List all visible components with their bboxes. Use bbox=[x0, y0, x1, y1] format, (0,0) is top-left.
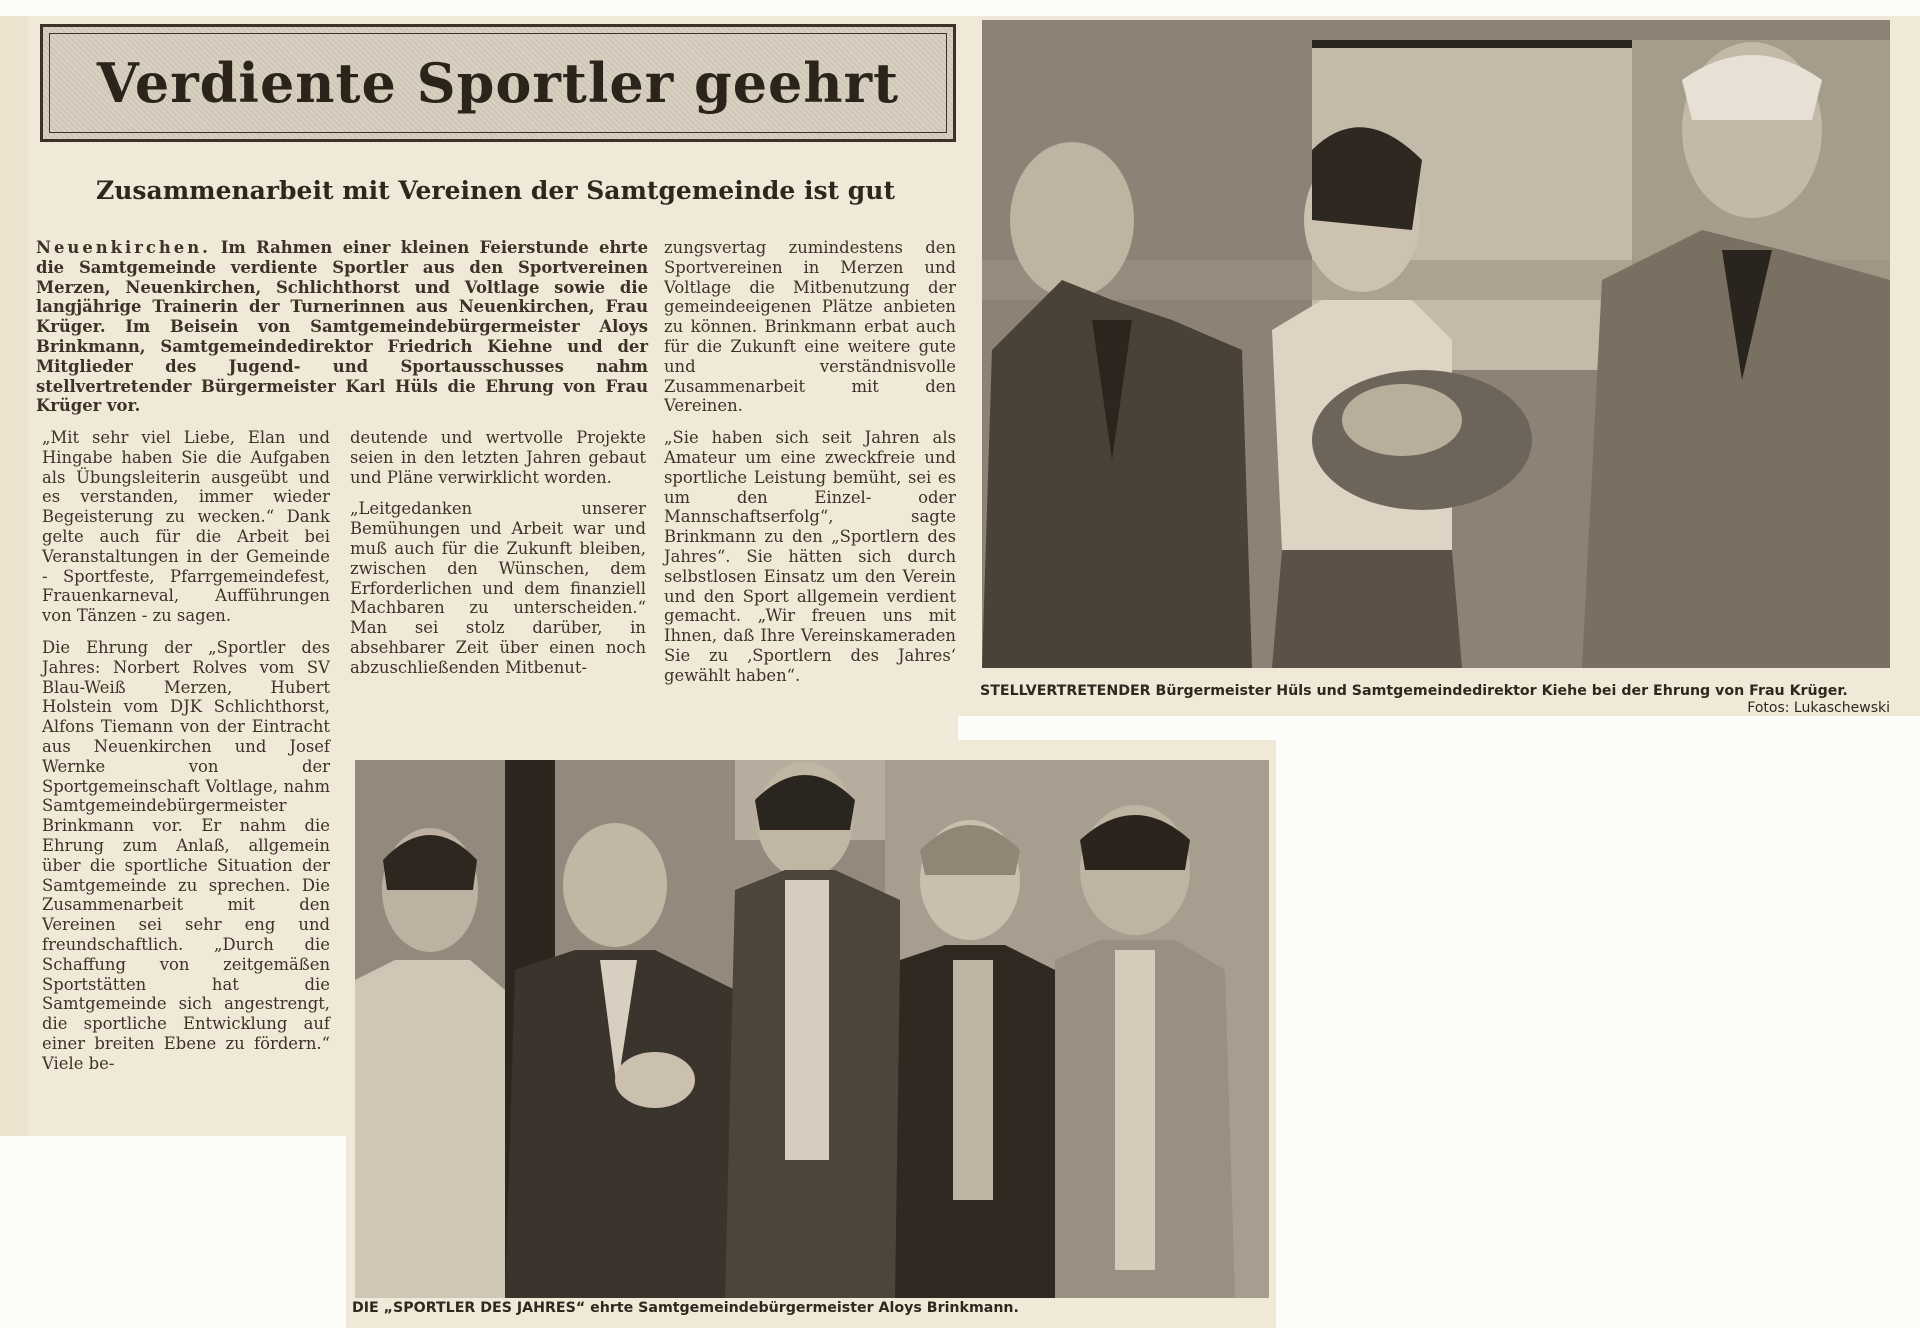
photo-award-ceremony bbox=[982, 20, 1890, 668]
photo-award-ceremony-image bbox=[982, 20, 1890, 668]
column-1-paragraph-1: „Mit sehr viel Liebe, Elan und Hingabe haben Sie die Aufgaben als Übungsleiterin ausgeübt und es verstanden, immer wieder Begeisterung zu wecken.“ Dank gelte auch für die Arbeit bei Veranstaltungen in der Gemeinde - Sportfeste, Pfarrgemeindefest, Frauenkarneval, Aufführungen von Tänzen - zu sagen. bbox=[42, 428, 330, 626]
headline-box bbox=[40, 24, 956, 142]
column-2-paragraph-1: deutende und wertvolle Projekte seien in den letzten Jahren gebaut und Pläne verwirklicht worden. bbox=[350, 428, 646, 487]
column-1-paragraph-2: Die Ehrung der „Sportler des Jahres: Norbert Rolves vom SV Blau-Weiß Merzen, Hubert Holstein vom DJK Schlichthorst, Alfons Tiemann von der Eintracht aus Neuenkirchen und Josef Wernke von der Sportgemeinschaft Voltlage, nahm Samtgemeindebürgermeister Brinkmann vor. Er nahm die Ehrung zum Anlaß, allgemein über die sportliche Situation der Samtgemeinde zu sprechen. Die Zusammenarbeit mit den Vereinen sei sehr eng und freundschaftlich. „Durch die Schaffung von zeitgemäßen Sportstätten hat die Samtgemeinde sich angestrengt, die sportliche Entwicklung auf einer breiten Ebene zu fördern.“ Viele be- bbox=[42, 637, 330, 1073]
subheadline: Zusammenarbeit mit Vereinen der Samtgemeinde ist gut bbox=[96, 176, 895, 205]
headline: Verdiente Sportler geehrt bbox=[96, 51, 900, 115]
photo-athletes-of-the-year bbox=[355, 760, 1269, 1298]
photo-2-caption: DIE „SPORTLER DES JAHRES“ ehrte Samtgemeindebürgermeister Aloys Brinkmann. bbox=[352, 1300, 1019, 1316]
dateline: Neuenkirchen. bbox=[36, 238, 211, 257]
column-1 bbox=[42, 428, 330, 1086]
column-2 bbox=[350, 428, 646, 690]
column-3-paragraph-2: „Sie haben sich seit Jahren als Amateur um eine zweckfreie und sportliche Leistung bemüht, sei es um den Einzel- oder Mannschaftserfolg“, sagte Brinkmann zu den „Sportlern des Jahres“. Sie hätten sich durch selbstlosen Einsatz um den Verein und den Sport allgemein verdient gemacht. „Wir freuen uns mit Ihnen, daß Ihre Vereinskameraden Sie zu ‚Sportlern des Jahres‘ gewählt haben“. bbox=[664, 428, 956, 685]
column-3 bbox=[664, 238, 956, 698]
intro-paragraph bbox=[36, 238, 648, 416]
photo-athletes-image bbox=[355, 760, 1269, 1298]
intro-text: Im Rahmen einer kleinen Feierstunde ehrte die Samtgemeinde verdiente Sportler aus den Sportvereinen Merzen, Neuenkirchen, Schlichthorst und Voltlage sowie die langjährige Trainerin der Turnerinnen aus Neuenkirchen, Frau Krüger. Im Beisein von Samtgemeindebürgermeister Aloys Brinkmann, Samtgemeindedirektor Friedrich Kiehne und der Mitglieder des Jugend- und Sportausschusses nahm stellvertretender Bürgermeister Karl Hüls die Ehrung von Frau Krüger vor. bbox=[36, 238, 648, 416]
photo-credit: Fotos: Lukaschewski bbox=[1747, 700, 1890, 716]
column-3-paragraph-1: zungsvertag zumindestens den Sportvereinen in Merzen und Voltlage die Mitbenutzung der gemeindeeigenen Plätze anbieten zu können. Brinkmann erbat auch für die Zukunft eine weitere gute und verständnisvolle Zusammenarbeit mit den Vereinen. bbox=[664, 238, 956, 416]
photo-1-caption: STELLVERTRETENDER Bürgermeister Hüls und Samtgemeindedirektor Kiehe bei der Ehrung von Frau Krüger. bbox=[980, 683, 1848, 699]
paper-edge bbox=[0, 16, 28, 1136]
column-2-paragraph-2: „Leitgedanken unserer Bemühungen und Arbeit war und muß auch für die Zukunft bleiben, zwischen den Wünschen, dem Erforderlichen und dem finanziell Machbaren zu unterscheiden.“ Man sei stolz darüber, in absehbarer Zeit über einen noch abzuschließenden Mitbenut- bbox=[350, 499, 646, 677]
